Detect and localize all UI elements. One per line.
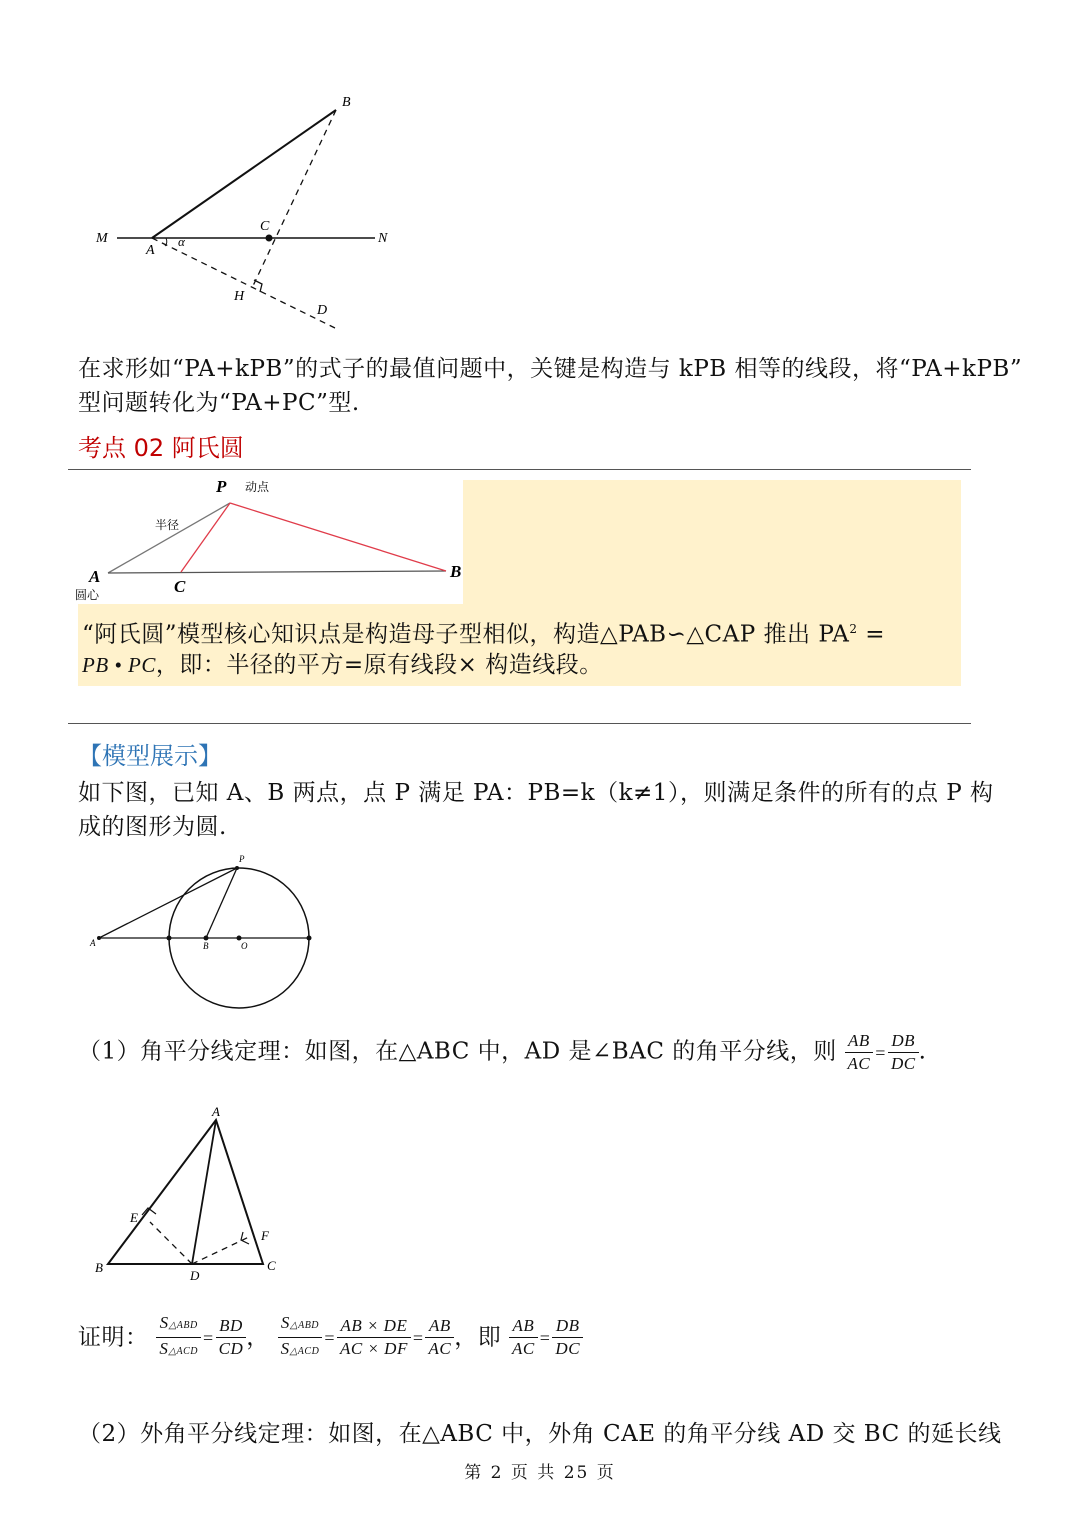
model-line-1: 如下图，已知 A、B 两点，点 P 满足 PA：PB=k（k≠1），则满足条件的所有的点 P 构 (78, 780, 994, 806)
label-B: B (203, 941, 209, 951)
fraction-ab-ac: $\frac{AB}{AC}$ (845, 1030, 874, 1075)
fraction-area-ratio-2: $\frac{\text{S△ABD}}{\text{S△ACD}}$ (278, 1312, 323, 1363)
proof-label: 证明： (78, 1324, 149, 1351)
label-C: C (174, 577, 186, 596)
theorem-2: （2）外角平分线定理：如图，在△ABC 中，外角 CAE 的角平分线 AD 交 BC 的延长线 (78, 1421, 1002, 1447)
formula-pb-pc: PB • PC (82, 653, 156, 677)
label-moving-point: 动点 (245, 480, 270, 494)
panel-line-1: “阿氏圆”模型核心知识点是构造母子型相似，构造△PAB∽△CAP 推出 $PA^2$ = (82, 621, 886, 648)
label-A: A (90, 938, 96, 948)
label-N: N (378, 231, 388, 246)
section-heading-apollonius: 考点 02 阿氏圆 (78, 434, 244, 462)
divider (68, 469, 971, 470)
figure-apollonius-circle (85, 850, 325, 1010)
label-C: C (260, 219, 270, 234)
page-footer: 第 2 页 共 25 页 (464, 1463, 616, 1483)
proof: 证明： $\frac{\text{S△ABD}}{\text{S△ACD}}$ = $\frac{BD}{CD}$ ， $\frac{\text{S△ABD}}{\text{S△ACD}}$ = $\frac{AB \times DE}{AC \times DF}$ = $\frac{AB}{AC}$ ，即 $\frac{AB}{AC}$ = $\frac{DB}{DC}$ (78, 1312, 1058, 1363)
label-M: M (96, 231, 108, 246)
intro-line-1: 在求形如“PA+kPB”的式子的最值问题中，关键是构造与 kPB 相等的线段，将“PA+kPB” (78, 356, 1023, 382)
fraction-area-ratio: $\frac{\text{S△ABD}}{\text{S△ACD}}$ (156, 1312, 201, 1363)
label-D: D (190, 1268, 200, 1283)
label-E: E (130, 1210, 138, 1225)
fraction-ab-ac-2: $\frac{AB}{AC}$ (509, 1315, 538, 1360)
label-radius: 半径 (155, 518, 180, 532)
fraction-abde-acdf: $\frac{AB \times DE}{AC \times DF}$ (337, 1315, 411, 1360)
figure-pa-kpb (80, 90, 420, 335)
model-paragraph (78, 776, 1038, 844)
highlight-panel-right (463, 480, 961, 604)
label-C: C (267, 1258, 276, 1273)
label-B: B (95, 1260, 103, 1275)
theorem-1-text: （1）角平分线定理：如图，在△ABC 中，AD 是∠BAC 的角平分线，则 (78, 1038, 837, 1065)
fraction-ab-ac: $\frac{AB}{AC}$ (425, 1315, 454, 1360)
label-D: D (317, 303, 328, 318)
label-A: A (89, 567, 101, 586)
label-B: B (342, 95, 351, 110)
label-P: P (216, 477, 227, 496)
label-A: A (146, 243, 155, 258)
theorem-1: （1）角平分线定理：如图，在△ABC 中，AD 是∠BAC 的角平分线，则 $\frac{AB}{AC}$ = $\frac{DB}{DC}$ . (78, 1031, 927, 1073)
figure-angle-bisector (90, 1100, 290, 1285)
figure-apollonius-model (70, 475, 470, 605)
label-A: A (212, 1104, 220, 1119)
fraction-db-dc: $\frac{DB}{DC}$ (888, 1030, 919, 1075)
intro-line-2: 型问题转化为“PA+PC”型. (78, 390, 360, 416)
label-P: P (239, 854, 245, 864)
label-O: O (241, 941, 248, 951)
model-heading: 【模型展示】 (78, 742, 222, 770)
intro-paragraph (78, 352, 1038, 420)
panel-line-2: PB • PC，即：半径的平方=原有线段× 构造线段。 (82, 652, 603, 678)
label-center: 圆心 (75, 588, 100, 602)
label-alpha: α (178, 234, 185, 249)
label-B: B (450, 562, 462, 581)
fraction-db-dc-2: $\frac{DB}{DC}$ (552, 1315, 583, 1360)
model-line-2: 成的图形为圆. (78, 814, 227, 840)
label-H: H (234, 289, 245, 304)
divider (68, 723, 971, 724)
label-F: F (261, 1228, 269, 1243)
fraction-bd-cd: $\frac{BD}{CD}$ (216, 1315, 247, 1360)
